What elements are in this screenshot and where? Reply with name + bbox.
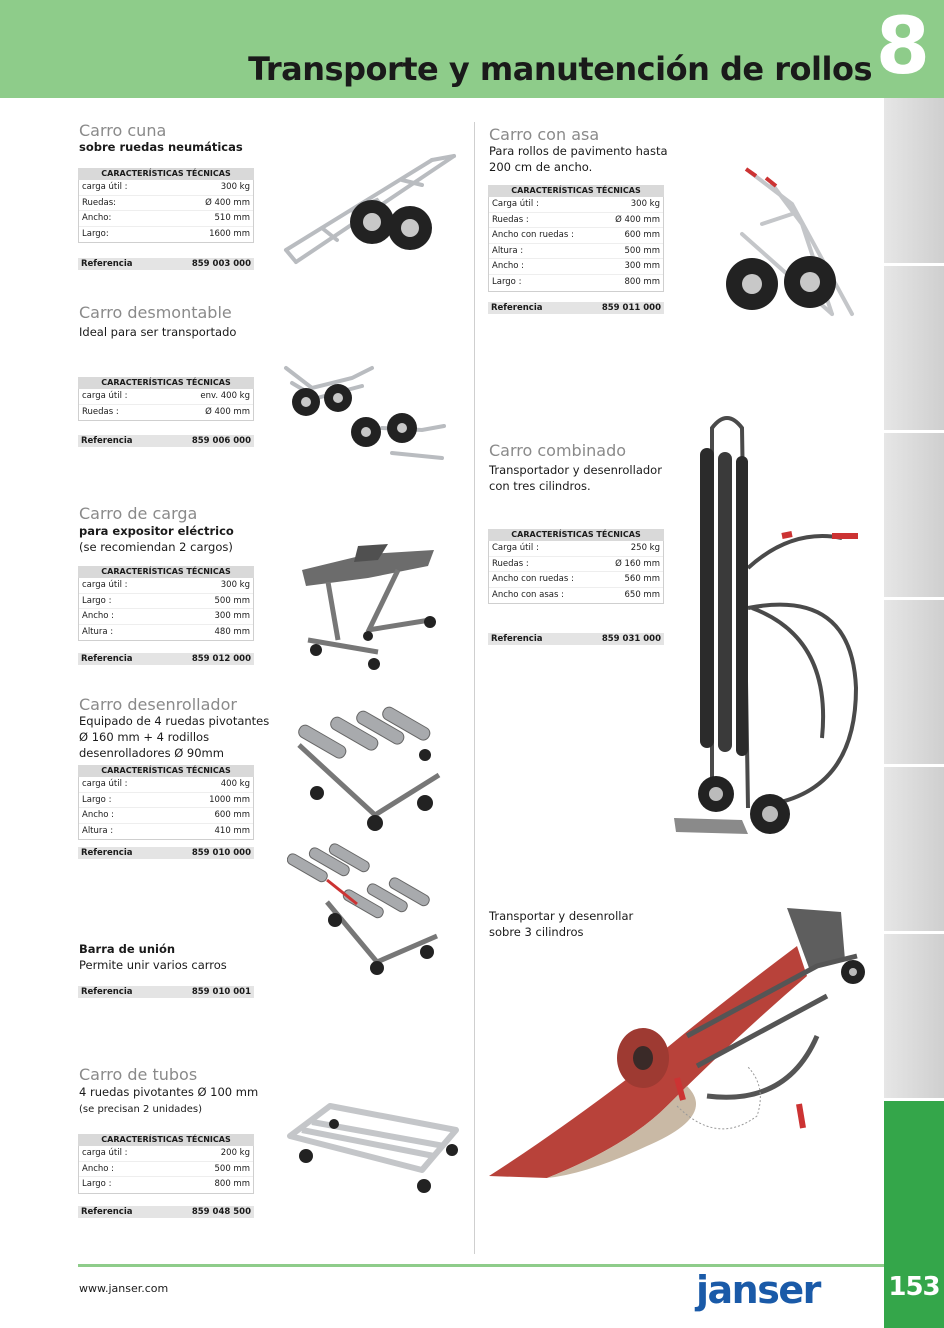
handle-cart-illustration [722,164,860,324]
spec-table-combinado [488,529,664,604]
product-sub-barra [79,941,227,973]
product-description-line: Ø 160 mm + 4 rodillos [79,730,210,744]
spec-label: Ancho : [82,1163,115,1174]
combined-cart-illustration [672,408,862,844]
product-title-asa: Carro con asa [489,125,600,144]
roll-unrolling-illustration [487,906,869,1182]
spec-heading: CARACTERÍSTICAS TÉCNICAS [78,377,254,389]
product-title-desenrollador: Carro desenrollador [79,695,237,714]
spec-value: 1600 mm [209,228,250,239]
product-sub-combinado [489,462,662,494]
reference-code: 859 011 000 [601,303,661,313]
reference-label: Referencia [491,634,543,644]
spec-value: 500 mm [214,1163,250,1174]
reference-asa [488,302,664,314]
reference-code: 859 006 000 [191,436,251,446]
product-description-line: con tres cilindros. [489,479,591,493]
product-title-carga: Carro de carga [79,504,198,523]
reference-code: 859 003 000 [191,259,251,269]
chapter-tab[interactable] [884,767,944,931]
spec-table-carga [78,566,254,641]
spec-table-desmontable [78,377,254,421]
reference-label: Referencia [81,654,133,664]
spec-row [79,1162,253,1178]
spec-label: Ancho con ruedas : [492,230,574,241]
spec-value: 410 mm [214,825,250,836]
reference-desmontable [78,435,254,447]
spec-label: Ruedas : [492,214,529,225]
chapter-tab[interactable] [884,433,944,597]
spec-row [79,389,253,405]
spec-label: Altura : [82,626,114,637]
product-description-line: sobre 3 cilindros [489,925,584,939]
spec-label: carga útil : [82,182,128,192]
spec-label: Altura : [492,245,524,256]
reference-cuna [78,258,254,270]
spec-label: Ruedas : [82,406,119,417]
spec-label: Largo : [82,1179,112,1190]
load-cart-illustration [298,540,440,676]
spec-row [79,405,253,421]
product-sub-desenrollador [79,713,269,761]
spec-value: env. 400 kg [200,391,250,401]
chapter-tab[interactable] [884,600,944,764]
spec-row [489,259,663,275]
spec-label: Ruedas : [492,558,529,569]
spec-value: 600 mm [624,230,660,241]
spec-row [79,777,253,793]
spec-label: carga útil : [82,580,128,590]
spec-value: 300 mm [624,261,660,272]
page-header [0,0,944,98]
reference-code: 859 010 000 [191,848,251,858]
footer-divider [78,1264,884,1267]
spec-row [79,1177,253,1193]
product-description-line: (se recomiendan 2 cargos) [79,540,233,554]
spec-row [79,609,253,625]
product-description-line: para expositor eléctrico [79,524,234,538]
product-description-line: Equipado de 4 ruedas pivotantes [79,714,270,728]
product-title-tubos: Carro de tubos [79,1065,198,1084]
product-description-line: Para rollos de pavimento hasta [489,144,668,158]
reference-label: Referencia [81,436,133,446]
product-sub-asa [489,143,668,175]
chapter-tabs [884,98,944,1328]
removable-cart-illustration [282,358,452,470]
product-description-line: Transportar y desenrollar [489,909,634,923]
spec-label: Altura : [82,825,114,836]
spec-heading: CARACTERÍSTICAS TÉCNICAS [78,566,254,578]
product-sub-cuna [79,139,243,155]
spec-row [489,557,663,573]
spec-label: Carga útil : [492,199,539,209]
page-title: Transporte y manutención de rollos [248,50,872,88]
spec-heading: CARACTERÍSTICAS TÉCNICAS [78,1134,254,1146]
product-sub-carga [79,523,234,555]
spec-value: 200 kg [220,1148,250,1158]
spec-label: Carga útil : [492,543,539,553]
spec-row [79,594,253,610]
spec-value: 300 kg [630,199,660,209]
website-link[interactable]: www.janser.com [79,1282,169,1295]
reference-desenrollador [78,847,254,859]
spec-heading: CARACTERÍSTICAS TÉCNICAS [488,529,664,541]
spec-value: Ø 400 mm [205,406,250,417]
chapter-tab[interactable] [884,98,944,263]
spec-label: Ancho con asas : [492,589,564,600]
column-divider [474,122,475,1254]
spec-row [489,541,663,557]
spec-label: Largo : [82,794,112,805]
spec-label: carga útil : [82,779,128,789]
spec-value: 300 kg [220,580,250,590]
product-title-cuna: Carro cuna [79,121,167,140]
product-description-line: 200 cm de ancho. [489,160,593,174]
spec-row [79,578,253,594]
spec-label: Ancho : [492,261,525,272]
reference-combinado [488,633,664,645]
spec-row [489,588,663,604]
spec-table-cuna [78,168,254,243]
spec-label: Ruedas: [82,197,117,208]
reference-code: 859 048 500 [191,1207,251,1217]
reference-label: Referencia [491,303,543,313]
spec-value: 250 kg [630,543,660,553]
product-description-line: Barra de unión [79,942,176,956]
spec-row [489,572,663,588]
spec-value: Ø 400 mm [615,214,660,225]
spec-row [79,808,253,824]
spec-label: Ancho : [82,810,115,821]
spec-row [79,196,253,212]
tube-cart-illustration [284,1100,460,1196]
chapter-number: 8 [875,2,930,92]
reference-code: 859 031 000 [601,634,661,644]
spec-row [79,793,253,809]
spec-value: 560 mm [624,574,660,585]
reference-tubos [78,1206,254,1218]
spec-value: 600 mm [214,810,250,821]
spec-value: 650 mm [624,589,660,600]
unroller-cart-illustration [295,705,443,835]
chapter-tab[interactable] [884,934,944,1098]
cradle-cart-illustration [282,140,462,270]
spec-heading: CARACTERÍSTICAS TÉCNICAS [78,765,254,777]
reference-carga [78,653,254,665]
spec-heading: CARACTERÍSTICAS TÉCNICAS [78,168,254,180]
reference-label: Referencia [81,259,133,269]
product-description-line: desenrolladores Ø 90mm [79,746,224,760]
spec-value: 300 kg [220,182,250,192]
reference-label: Referencia [81,1207,133,1217]
janser-logo: janser [696,1268,820,1312]
spec-value: 800 mm [214,1179,250,1190]
spec-table-desenrollador [78,765,254,840]
spec-row [79,227,253,243]
spec-heading: CARACTERÍSTICAS TÉCNICAS [488,185,664,197]
product-description-line: (se precisan 2 unidades) [79,1104,203,1115]
product-description-line: 4 ruedas pivotantes Ø 100 mm [79,1085,259,1099]
spec-label: carga útil : [82,391,128,401]
product-sub-desmontable: Ideal para ser transportado [79,325,237,339]
product-description-line: sobre ruedas neumáticas [79,140,243,154]
spec-value: Ø 160 mm [615,558,660,569]
reference-label: Referencia [81,848,133,858]
spec-row [79,824,253,840]
spec-value: 300 mm [214,611,250,622]
spec-table-asa [488,185,664,292]
page-number: 153 [888,1272,940,1302]
product-sub-tubos [79,1084,258,1118]
reference-barra [78,986,254,998]
spec-value: 500 mm [624,245,660,256]
spec-value: 510 mm [214,213,250,224]
spec-table-tubos [78,1134,254,1194]
spec-row [489,275,663,291]
spec-label: Ancho: [82,213,112,224]
spec-row [489,244,663,260]
spec-label: Largo : [82,595,112,606]
spec-value: 1000 mm [209,794,250,805]
spec-label: Ancho : [82,611,115,622]
spec-value: 500 mm [214,595,250,606]
product-description-line: Transportador y desenrollador [489,463,662,477]
spec-label: carga útil : [82,1148,128,1158]
spec-label: Ancho con ruedas : [492,574,574,585]
product-title-desmontable: Carro desmontable [79,303,232,322]
spec-label: Largo: [82,228,109,239]
spec-row [79,625,253,641]
coupling-bar-illustration [287,842,441,976]
spec-row [489,197,663,213]
chapter-tab[interactable] [884,266,944,430]
spec-row [79,180,253,196]
reference-code: 859 012 000 [191,654,251,664]
spec-row [489,228,663,244]
spec-row [79,1146,253,1162]
product-description-line: Permite unir varios carros [79,958,227,972]
spec-label: Largo : [492,276,522,287]
spec-value: 480 mm [214,626,250,637]
spec-row [489,213,663,229]
product-title-combinado: Carro combinado [489,441,627,460]
spec-value: 400 kg [220,779,250,789]
reference-label: Referencia [81,987,133,997]
spec-value: Ø 400 mm [205,197,250,208]
reference-code: 859 010 001 [191,987,251,997]
spec-row [79,211,253,227]
spec-value: 800 mm [624,276,660,287]
